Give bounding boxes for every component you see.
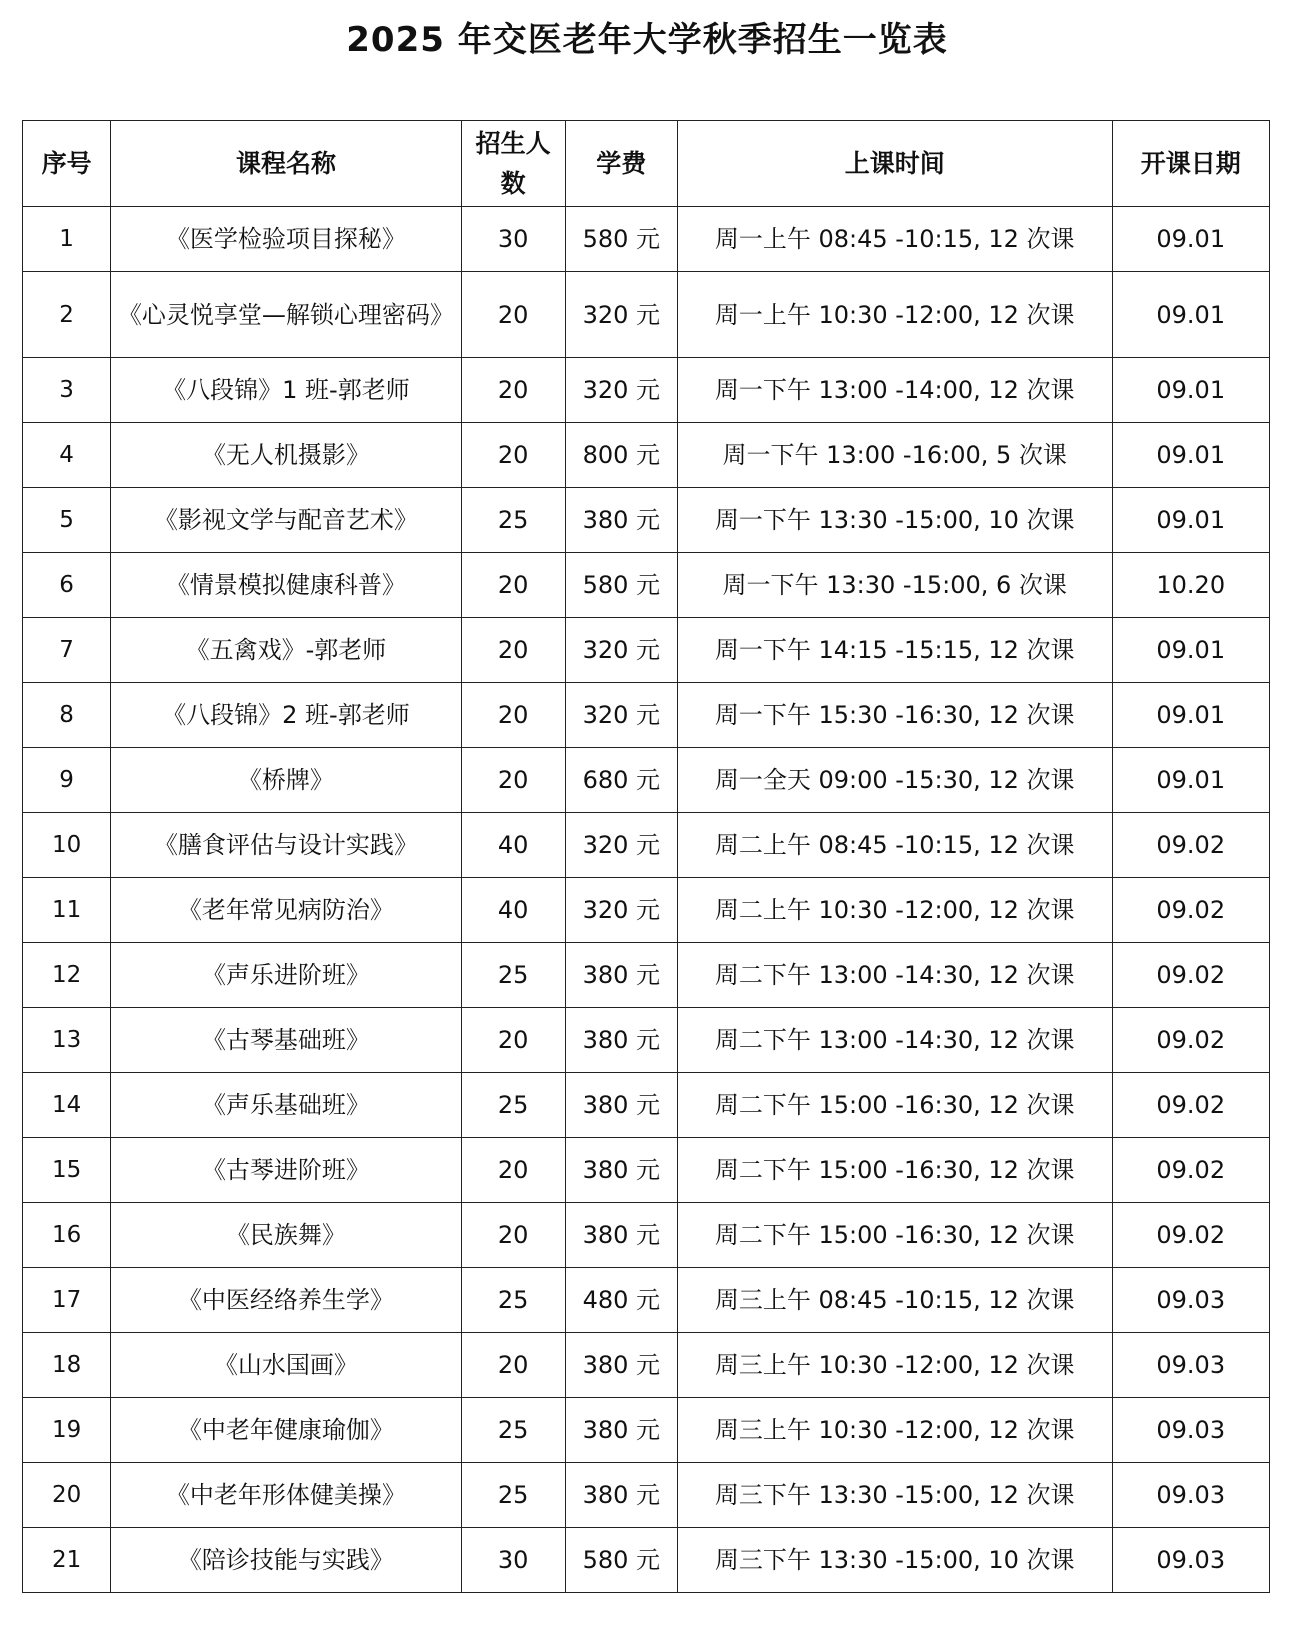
cell-start-date: 09.02 [1112,1008,1270,1073]
cell-course-name: 《民族舞》 [111,1203,462,1268]
cell-course-name: 《心灵悦享堂—解锁心理密码》 [111,272,462,358]
table-row [23,1333,1270,1398]
cell-enroll-count: 20 [461,358,565,423]
cell-seq: 21 [23,1528,111,1593]
cell-fee: 480 元 [565,1268,677,1333]
table-row [23,488,1270,553]
cell-enroll-count: 20 [461,1008,565,1073]
cell-class-time: 周三上午 10:30 -12:00, 12 次课 [677,1398,1112,1463]
cell-class-time: 周三下午 13:30 -15:00, 12 次课 [677,1463,1112,1528]
header-enroll-count: 招生人数 [461,121,565,207]
header-fee: 学费 [565,121,677,207]
cell-class-time: 周二下午 13:00 -14:30, 12 次课 [677,943,1112,1008]
table-row [23,618,1270,683]
cell-fee: 380 元 [565,1333,677,1398]
cell-start-date: 09.02 [1112,1138,1270,1203]
cell-class-time: 周一下午 15:30 -16:30, 12 次课 [677,683,1112,748]
cell-seq: 5 [23,488,111,553]
cell-course-name: 《影视文学与配音艺术》 [111,488,462,553]
cell-class-time: 周二下午 15:00 -16:30, 12 次课 [677,1138,1112,1203]
cell-course-name: 《声乐基础班》 [111,1073,462,1138]
table-row [23,1008,1270,1073]
cell-seq: 11 [23,878,111,943]
cell-fee: 580 元 [565,553,677,618]
cell-seq: 18 [23,1333,111,1398]
cell-enroll-count: 20 [461,1203,565,1268]
cell-class-time: 周一下午 13:30 -15:00, 10 次课 [677,488,1112,553]
table-row [23,878,1270,943]
cell-start-date: 09.01 [1112,358,1270,423]
cell-course-name: 《膳食评估与设计实践》 [111,813,462,878]
cell-class-time: 周三上午 08:45 -10:15, 12 次课 [677,1268,1112,1333]
cell-course-name: 《古琴基础班》 [111,1008,462,1073]
header-start-date: 开课日期 [1112,121,1270,207]
cell-seq: 15 [23,1138,111,1203]
cell-course-name: 《中老年健康瑜伽》 [111,1398,462,1463]
cell-class-time: 周一上午 10:30 -12:00, 12 次课 [677,272,1112,358]
cell-seq: 6 [23,553,111,618]
cell-fee: 800 元 [565,423,677,488]
cell-course-name: 《无人机摄影》 [111,423,462,488]
cell-class-time: 周一下午 13:00 -16:00, 5 次课 [677,423,1112,488]
cell-enroll-count: 20 [461,618,565,683]
cell-enroll-count: 20 [461,553,565,618]
cell-fee: 380 元 [565,488,677,553]
cell-start-date: 09.03 [1112,1268,1270,1333]
cell-class-time: 周一下午 13:00 -14:00, 12 次课 [677,358,1112,423]
cell-start-date: 10.20 [1112,553,1270,618]
cell-seq: 14 [23,1073,111,1138]
cell-class-time: 周二上午 08:45 -10:15, 12 次课 [677,813,1112,878]
cell-fee: 380 元 [565,1138,677,1203]
cell-start-date: 09.01 [1112,618,1270,683]
cell-fee: 680 元 [565,748,677,813]
cell-course-name: 《八段锦》2 班-郭老师 [111,683,462,748]
cell-seq: 4 [23,423,111,488]
cell-start-date: 09.03 [1112,1528,1270,1593]
cell-course-name: 《中医经络养生学》 [111,1268,462,1333]
cell-enroll-count: 20 [461,1138,565,1203]
cell-class-time: 周二下午 15:00 -16:30, 12 次课 [677,1073,1112,1138]
cell-seq: 13 [23,1008,111,1073]
cell-seq: 2 [23,272,111,358]
cell-class-time: 周一全天 09:00 -15:30, 12 次课 [677,748,1112,813]
cell-enroll-count: 20 [461,683,565,748]
table-row [23,1398,1270,1463]
table-row [23,207,1270,272]
cell-seq: 19 [23,1398,111,1463]
table-row [23,1268,1270,1333]
cell-seq: 3 [23,358,111,423]
table-row [23,748,1270,813]
cell-seq: 8 [23,683,111,748]
cell-start-date: 09.02 [1112,1073,1270,1138]
cell-fee: 380 元 [565,1203,677,1268]
cell-enroll-count: 25 [461,1398,565,1463]
cell-start-date: 09.03 [1112,1463,1270,1528]
cell-enroll-count: 40 [461,813,565,878]
table-row [23,1463,1270,1528]
cell-course-name: 《中老年形体健美操》 [111,1463,462,1528]
cell-course-name: 《老年常见病防治》 [111,878,462,943]
cell-enroll-count: 30 [461,207,565,272]
cell-fee: 580 元 [565,1528,677,1593]
cell-class-time: 周三下午 13:30 -15:00, 10 次课 [677,1528,1112,1593]
cell-fee: 580 元 [565,207,677,272]
header-course-name: 课程名称 [111,121,462,207]
cell-start-date: 09.02 [1112,878,1270,943]
cell-seq: 17 [23,1268,111,1333]
table-row [23,683,1270,748]
cell-seq: 12 [23,943,111,1008]
table-header-row [23,121,1270,207]
cell-start-date: 09.01 [1112,748,1270,813]
table-row [23,1528,1270,1593]
cell-class-time: 周一下午 14:15 -15:15, 12 次课 [677,618,1112,683]
cell-enroll-count: 20 [461,748,565,813]
page-title: 2025 年交医老年大学秋季招生一览表 [346,20,948,60]
cell-fee: 380 元 [565,1073,677,1138]
cell-course-name: 《医学检验项目探秘》 [111,207,462,272]
cell-fee: 380 元 [565,943,677,1008]
cell-seq: 7 [23,618,111,683]
header-seq: 序号 [23,121,111,207]
cell-start-date: 09.02 [1112,943,1270,1008]
cell-fee: 320 元 [565,683,677,748]
cell-start-date: 09.01 [1112,272,1270,358]
cell-fee: 380 元 [565,1463,677,1528]
cell-seq: 10 [23,813,111,878]
cell-start-date: 09.01 [1112,423,1270,488]
cell-course-name: 《山水国画》 [111,1333,462,1398]
cell-enroll-count: 20 [461,1333,565,1398]
cell-course-name: 《八段锦》1 班-郭老师 [111,358,462,423]
table-row [23,423,1270,488]
cell-enroll-count: 30 [461,1528,565,1593]
table-row [23,272,1270,358]
cell-fee: 320 元 [565,618,677,683]
cell-seq: 16 [23,1203,111,1268]
cell-class-time: 周二上午 10:30 -12:00, 12 次课 [677,878,1112,943]
cell-course-name: 《情景模拟健康科普》 [111,553,462,618]
cell-course-name: 《桥牌》 [111,748,462,813]
table-row [23,1138,1270,1203]
cell-fee: 380 元 [565,1398,677,1463]
table-row [23,1203,1270,1268]
cell-fee: 320 元 [565,272,677,358]
cell-enroll-count: 25 [461,1073,565,1138]
cell-course-name: 《陪诊技能与实践》 [111,1528,462,1593]
cell-start-date: 09.01 [1112,488,1270,553]
header-class-time: 上课时间 [677,121,1112,207]
cell-seq: 20 [23,1463,111,1528]
cell-start-date: 09.03 [1112,1398,1270,1463]
cell-fee: 380 元 [565,1008,677,1073]
cell-seq: 1 [23,207,111,272]
cell-course-name: 《古琴进阶班》 [111,1138,462,1203]
cell-fee: 320 元 [565,813,677,878]
table-row [23,358,1270,423]
cell-enroll-count: 25 [461,1463,565,1528]
cell-enroll-count: 20 [461,423,565,488]
table-row [23,813,1270,878]
cell-enroll-count: 25 [461,1268,565,1333]
cell-class-time: 周三上午 10:30 -12:00, 12 次课 [677,1333,1112,1398]
enrollment-table [22,120,1270,1593]
cell-start-date: 09.02 [1112,1203,1270,1268]
cell-enroll-count: 40 [461,878,565,943]
cell-enroll-count: 20 [461,272,565,358]
cell-start-date: 09.01 [1112,207,1270,272]
cell-fee: 320 元 [565,358,677,423]
cell-class-time: 周一上午 08:45 -10:15, 12 次课 [677,207,1112,272]
table-row [23,943,1270,1008]
cell-seq: 9 [23,748,111,813]
cell-enroll-count: 25 [461,943,565,1008]
cell-start-date: 09.01 [1112,683,1270,748]
cell-fee: 320 元 [565,878,677,943]
cell-start-date: 09.02 [1112,813,1270,878]
cell-course-name: 《声乐进阶班》 [111,943,462,1008]
cell-class-time: 周二下午 15:00 -16:30, 12 次课 [677,1203,1112,1268]
cell-class-time: 周一下午 13:30 -15:00, 6 次课 [677,553,1112,618]
table-row [23,553,1270,618]
cell-class-time: 周二下午 13:00 -14:30, 12 次课 [677,1008,1112,1073]
cell-start-date: 09.03 [1112,1333,1270,1398]
cell-course-name: 《五禽戏》-郭老师 [111,618,462,683]
cell-enroll-count: 25 [461,488,565,553]
table-body [23,207,1270,1593]
table-row [23,1073,1270,1138]
